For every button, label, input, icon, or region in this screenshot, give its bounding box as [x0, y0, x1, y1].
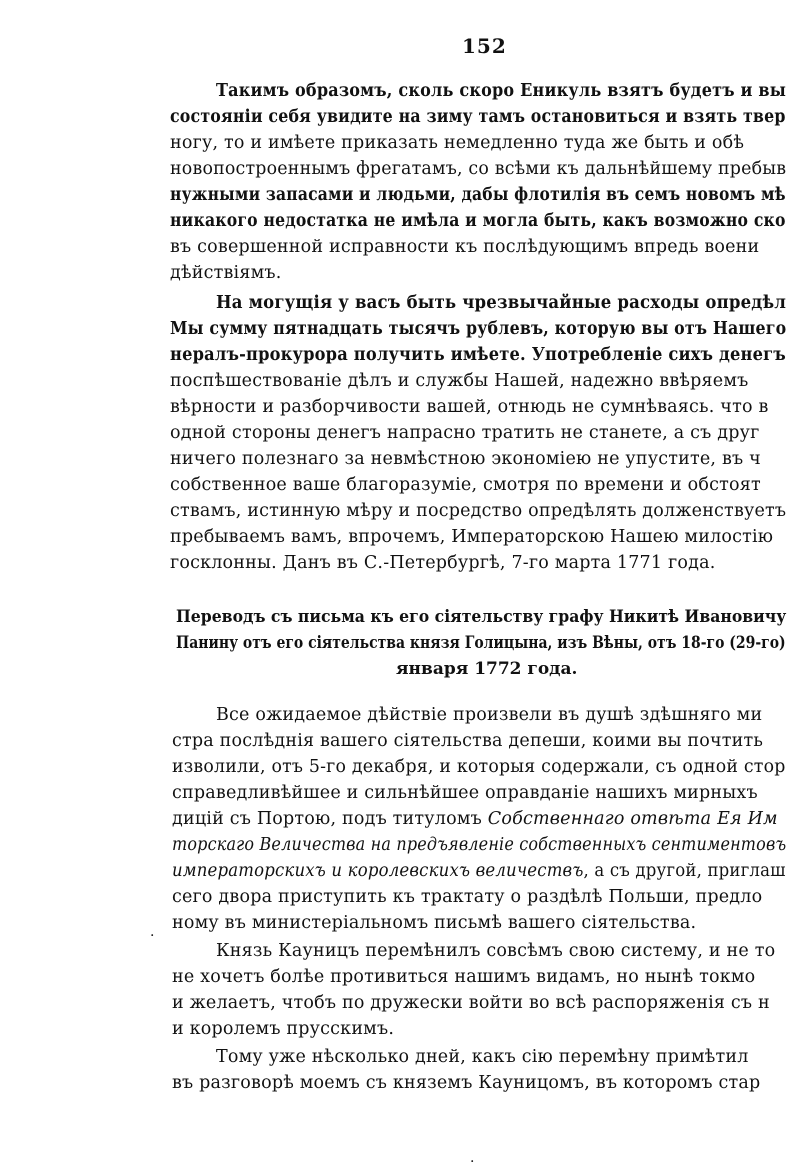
text-line: Все ожидаемое дѣйствiе произвели въ душѣ здѣшняго ми — [216, 705, 763, 725]
print-speck: · — [150, 928, 155, 944]
text-line: никакого недостатка не имѣла и могла быть, какъ возможно ско — [170, 211, 786, 231]
text-line: состоянiи себя увидите на зиму тамъ остановиться и взять твер — [170, 107, 786, 127]
text-line: стра послѣднiя вашего сiятельства депеши, коими вы почтить — [172, 731, 764, 751]
text-line: и королемъ прусскимъ. — [172, 1019, 395, 1039]
heading-line: Панину отъ его сiятельства князя Голицына, изъ Вѣны, отъ 18-го (29-го) — [176, 633, 786, 653]
text-line: ствамъ, истинную мѣру и посредство опредѣлять долженствуетъ — [170, 501, 787, 521]
heading-line: Переводъ съ письма къ его сiятельству графу Никитѣ Ивановичу — [176, 607, 787, 627]
text-line: Князь Кауницъ перемѣнилъ совсѣмъ свою систему, и не то — [216, 941, 776, 961]
text-line: изволили, отъ 5-го декабря, и которыя содержали, съ одной стор — [172, 757, 786, 777]
text-line: нералъ-прокурора получить имѣете. Употребленiе сихъ денегъ — [170, 345, 786, 365]
text-line: одной стороны денегъ напрасно тратить не станете, а съ друг — [170, 423, 760, 443]
italic-title: Собственнаго отвѣта Ея Им — [487, 809, 778, 829]
text-line: Мы сумму пятнадцать тысячъ рублевъ, которую вы отъ Нашего — [170, 319, 787, 339]
text-line: пребываемъ вамъ, впрочемъ, Императорскою Нашею милостiю — [170, 527, 774, 547]
text-line: поспѣшествованiе дѣлъ и службы Нашей, надежно ввѣряемъ — [170, 371, 749, 391]
text-line: ногу, то и имѣете приказать немедленно туда же быть и обѣ — [170, 133, 745, 153]
text-line: Тому уже нѣсколько дней, какъ сiю перемѣну примѣтил — [216, 1047, 749, 1067]
text-line — [172, 858, 786, 884]
text-line: въ совершенной исправности къ послѣдующимъ впредь воени — [170, 237, 760, 257]
text-line: ничего полезнаго за невмѣстною экономiею не упустите, въ ч — [170, 449, 761, 469]
text-line: На могущiя у васъ быть чрезвычайные расходы опредѣл — [216, 293, 787, 313]
text-line: дѣйствiямъ. — [170, 263, 282, 283]
print-speck: · — [470, 1154, 475, 1170]
text-line: и желаетъ, чтобъ по дружески войти во всѣ распоряженiя съ н — [172, 993, 770, 1013]
text-line: не хочетъ болѣе противиться нашимъ видамъ, но нынѣ токмо — [172, 967, 756, 987]
text-line: сего двора приступить къ трактату о раздѣлѣ Польши, предло — [172, 887, 763, 907]
text-line: собственное ваше благоразумiе, смотря по времени и обстоят — [170, 475, 761, 495]
text-line: новопостроеннымъ фрегатамъ, со всѣми къ дальнѣйшему пребыв — [170, 159, 787, 179]
text-line: нужными запасами и людьми, дабы флотилiя въ семъ новомъ мѣ — [170, 185, 786, 205]
text-line: въ разговорѣ моемъ съ княземъ Кауницомъ, въ которомъ стар — [172, 1073, 761, 1093]
italic-title: императорскихъ и королевскихъ величествъ — [172, 861, 584, 881]
text-line: ному въ министерiальномъ письмѣ вашего сiятельства. — [172, 913, 697, 933]
text-line: вѣрности и разборчивости вашей, отнюдь не сумнѣваясь. что в — [170, 397, 769, 417]
text-line: госклонны. Данъ въ С.-Петербургѣ, 7-го марта 1771 года. — [170, 553, 716, 573]
text-span: , а съ другой, приглаш — [583, 861, 786, 881]
page-number: 152 — [462, 34, 507, 58]
text-line: справедливѣйшее и сильнѣйшее оправданiе нашихъ мирныхъ — [172, 783, 758, 803]
text-line: торскаго Величества на предъявленiе собственныхъ сентиментовъ — [172, 835, 787, 855]
text-line: Такимъ образомъ, сколь скоро Еникуль взятъ будетъ и вы — [216, 81, 787, 101]
heading-line: января 1772 года. — [396, 659, 578, 679]
text-span: дицiй съ Портою, подъ титуломъ — [172, 809, 488, 829]
text-line — [172, 806, 778, 832]
